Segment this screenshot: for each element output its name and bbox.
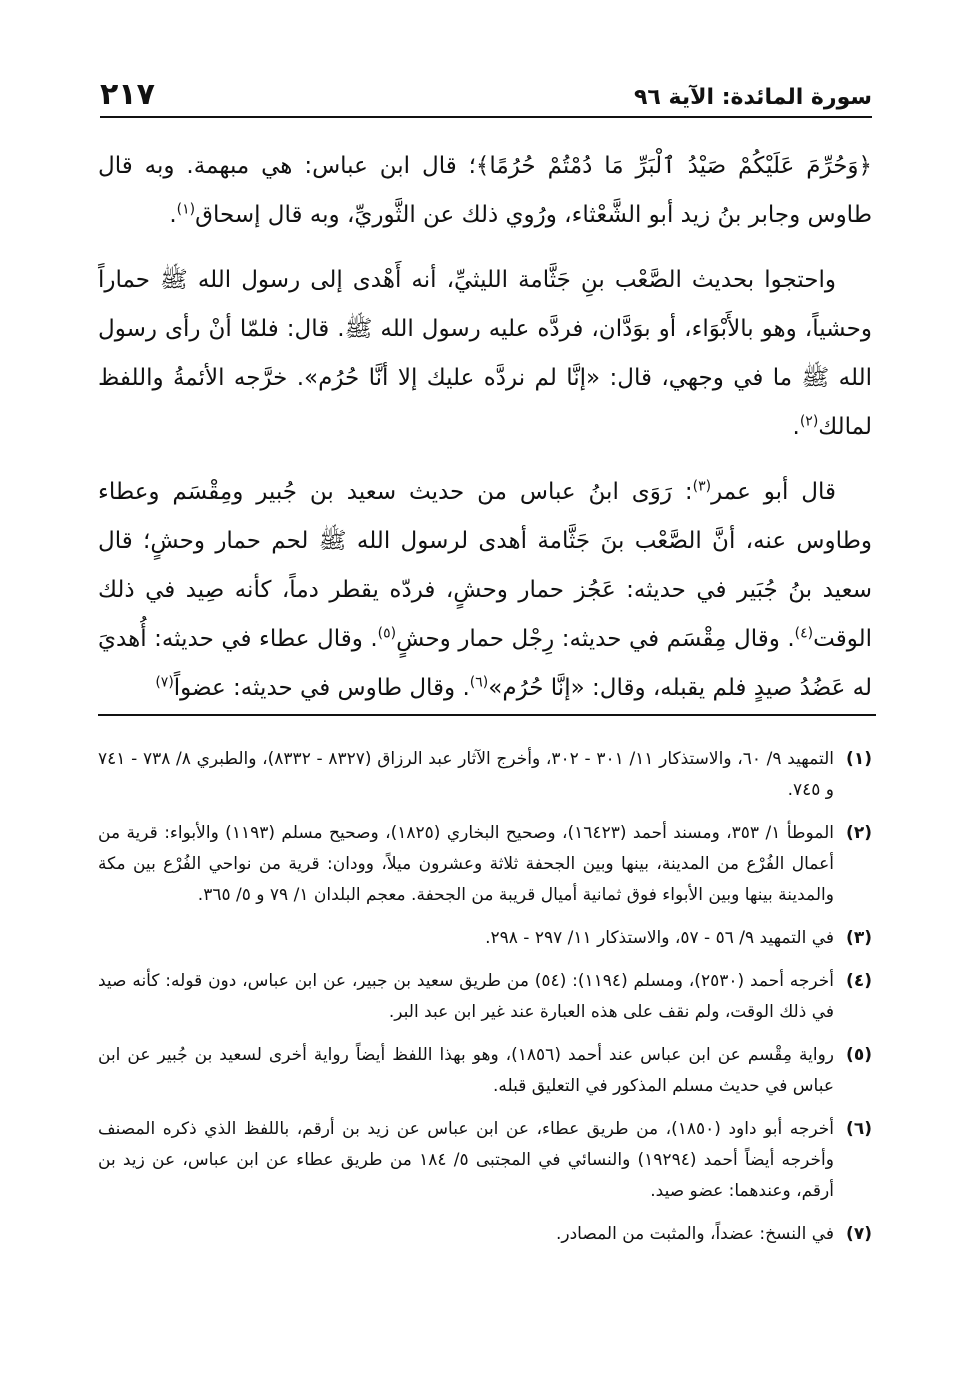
footnote-number: (١) (846, 749, 872, 769)
paragraph: واحتجوا بحديث الصَّعْب بنِ جَثَّامة الليثيِّ، أنه أَهْدى إلى رسول الله ﷺ حماراً وحشياً، وهو بالأَبْوَاء، أو بوَدَّان، فردَّه عليه رسول الله ﷺ. قال: فلمّا أنْ رأى رسول الله ﷺ ما في وجهي، قال: «إنَّا لم نردَّه عليك إلا أنَّا حُرُم». خرَّجه الأئمةُ واللفظ لمالك$^{(٢)}$. (98, 267, 872, 440)
footnote-number: (٧) (846, 1224, 872, 1244)
footnote-ref[interactable]: (١) (176, 201, 196, 218)
footnote-text: التمهيد ٩/ ٦٠، والاستذكار ١١/ ٣٠١ - ٣٠٢، وأخرج الآثار عبد الرزاق (٨٣٢٧ - ٨٣٣٢)، والطبري ٨/ ٧٣٨ - ٧٤١ و ٧٤٥. (98, 749, 834, 800)
footnote-text: الموطأ ١/ ٣٥٣، ومسند أحمد (١٦٤٢٣)، وصحيح البخاري (١٨٢٥)، وصحيح مسلم (١١٩٣) والأبواء: قرية من أعمال الفُرْع من المدينة، بينها وبين الجحفة ثلاثة وعشرون ميلاً، وودان: قرية من نواحي الفُرْع بين مكة والمدينة بينها وبين الأبواء فوق ثمانية أميال قريبة من الجحفة. معجم البلدان ١/ ٧٩ و ٥/ ٣٦٥. (98, 823, 834, 905)
paragraph: ﴿وَحُرِّمَ عَلَيْكُمْ صَيْدُ ٱلْبَرِّ مَا دُمْتُمْ حُرُمًا﴾؛ قال ابن عباس: هي مبهمة. وبه قال طاوس وجابر بنُ زيد أبو الشَّعْثاء، ورُوي ذلك عن الثَّوريِّ، وبه قال إسحاق$^{(١)}$. (98, 153, 872, 228)
footnote-ref[interactable]: (٣) (692, 478, 712, 495)
page-number: ٢١٧ (100, 77, 155, 112)
footnote (98, 744, 872, 806)
footnote-text: رواية مِقْسم عن ابن عباس عند أحمد (١٨٥٦)، وهو بهذا اللفظ أيضاً رواية أخرى لسعيد بن جُبير عن ابن عباس في حديث مسلم المذكور في التعليق قبله. (98, 1045, 835, 1096)
footnote-ref[interactable]: (٧) (155, 674, 174, 691)
page-header (100, 66, 872, 118)
paragraph: قال أبو عمر$^{(٣)}$: رَوَى ابنُ عباس من حديث سعيد بن جُبير ومِقْسَم وعطاء وطاوس عنه، أنَّ الصَّعْب بنَ جَثَّامة أهدى لرسول الله ﷺ لحم حمار وحشٍ؛ قال سعيد بنُ جُبَير في حديثه: عَجُز حمار وحشٍ، فردّه يقطر دماً، كأنه صِيد في ذلك الوقت$^{(٤)}$. وقال مِقْسَم في حديثه: رِجْل حمار وحشٍ$^{(٥)}$. وقال عطاء في حديثه: أُهديَ له عَضُدُ صيدٍ فلم يقبله، وقال: «إنَّا حُرُم»$^{(٦)}$. وقال طاوس في حديثه: عضواً$^{(٧)}$ (98, 478, 872, 701)
footnote-number: (٦) (846, 1119, 872, 1139)
surah-verse-title: سورة المائدة: الآية ٩٦ (633, 85, 872, 110)
footnote-ref[interactable]: (٢) (799, 413, 819, 430)
footnote-ref[interactable]: (٦) (469, 674, 489, 691)
footnote-ref[interactable]: (٤) (794, 625, 814, 642)
footnote (98, 1219, 872, 1250)
footnote-number: (٥) (846, 1045, 872, 1065)
footnote (98, 966, 872, 1028)
footnote (98, 1040, 872, 1102)
footnote (98, 923, 872, 954)
footnote (98, 1114, 872, 1207)
footnote (98, 818, 872, 911)
footnote-number: (٤) (846, 971, 872, 991)
footnote-text: في التمهيد ٩/ ٥٦ - ٥٧، والاستذكار ١١/ ٢٩٧ - ٢٩٨. (485, 928, 834, 948)
footnote-text: أخرجه أحمد (٢٥٣٠)، ومسلم (١١٩٤): (٥٤) من طريق سعيد بن جبير، عن ابن عباس، دون قوله: كأنه صيد في ذلك الوقت، ولم نقف على هذه العبارة عند غير ابن عبد البر. (98, 971, 835, 1022)
footnote-text: أخرجه أبو داود (١٨٥٠)، من طريق عطاء، عن ابن عباس عن زيد بن أرقم، باللفظ الذي ذكره المصنف وأخرجه أيضاً أحمد (١٩٢٩٤) والنسائي في المجتبى ٥/ ١٨٤ من طريق عطاء عن ابن عباس، عن زيد بن أرقم، وعندهما: عضو صيد. (98, 1119, 834, 1201)
footnote-number: (٢) (846, 823, 872, 843)
footnote-ref[interactable]: (٥) (377, 625, 397, 642)
main-text (98, 142, 872, 729)
footnote-text: في النسخ: عضداً، والمثبت من المصادر. (555, 1224, 834, 1244)
footnote-separator (98, 714, 876, 716)
footnotes (98, 744, 872, 1262)
footnote-number: (٣) (846, 928, 872, 948)
